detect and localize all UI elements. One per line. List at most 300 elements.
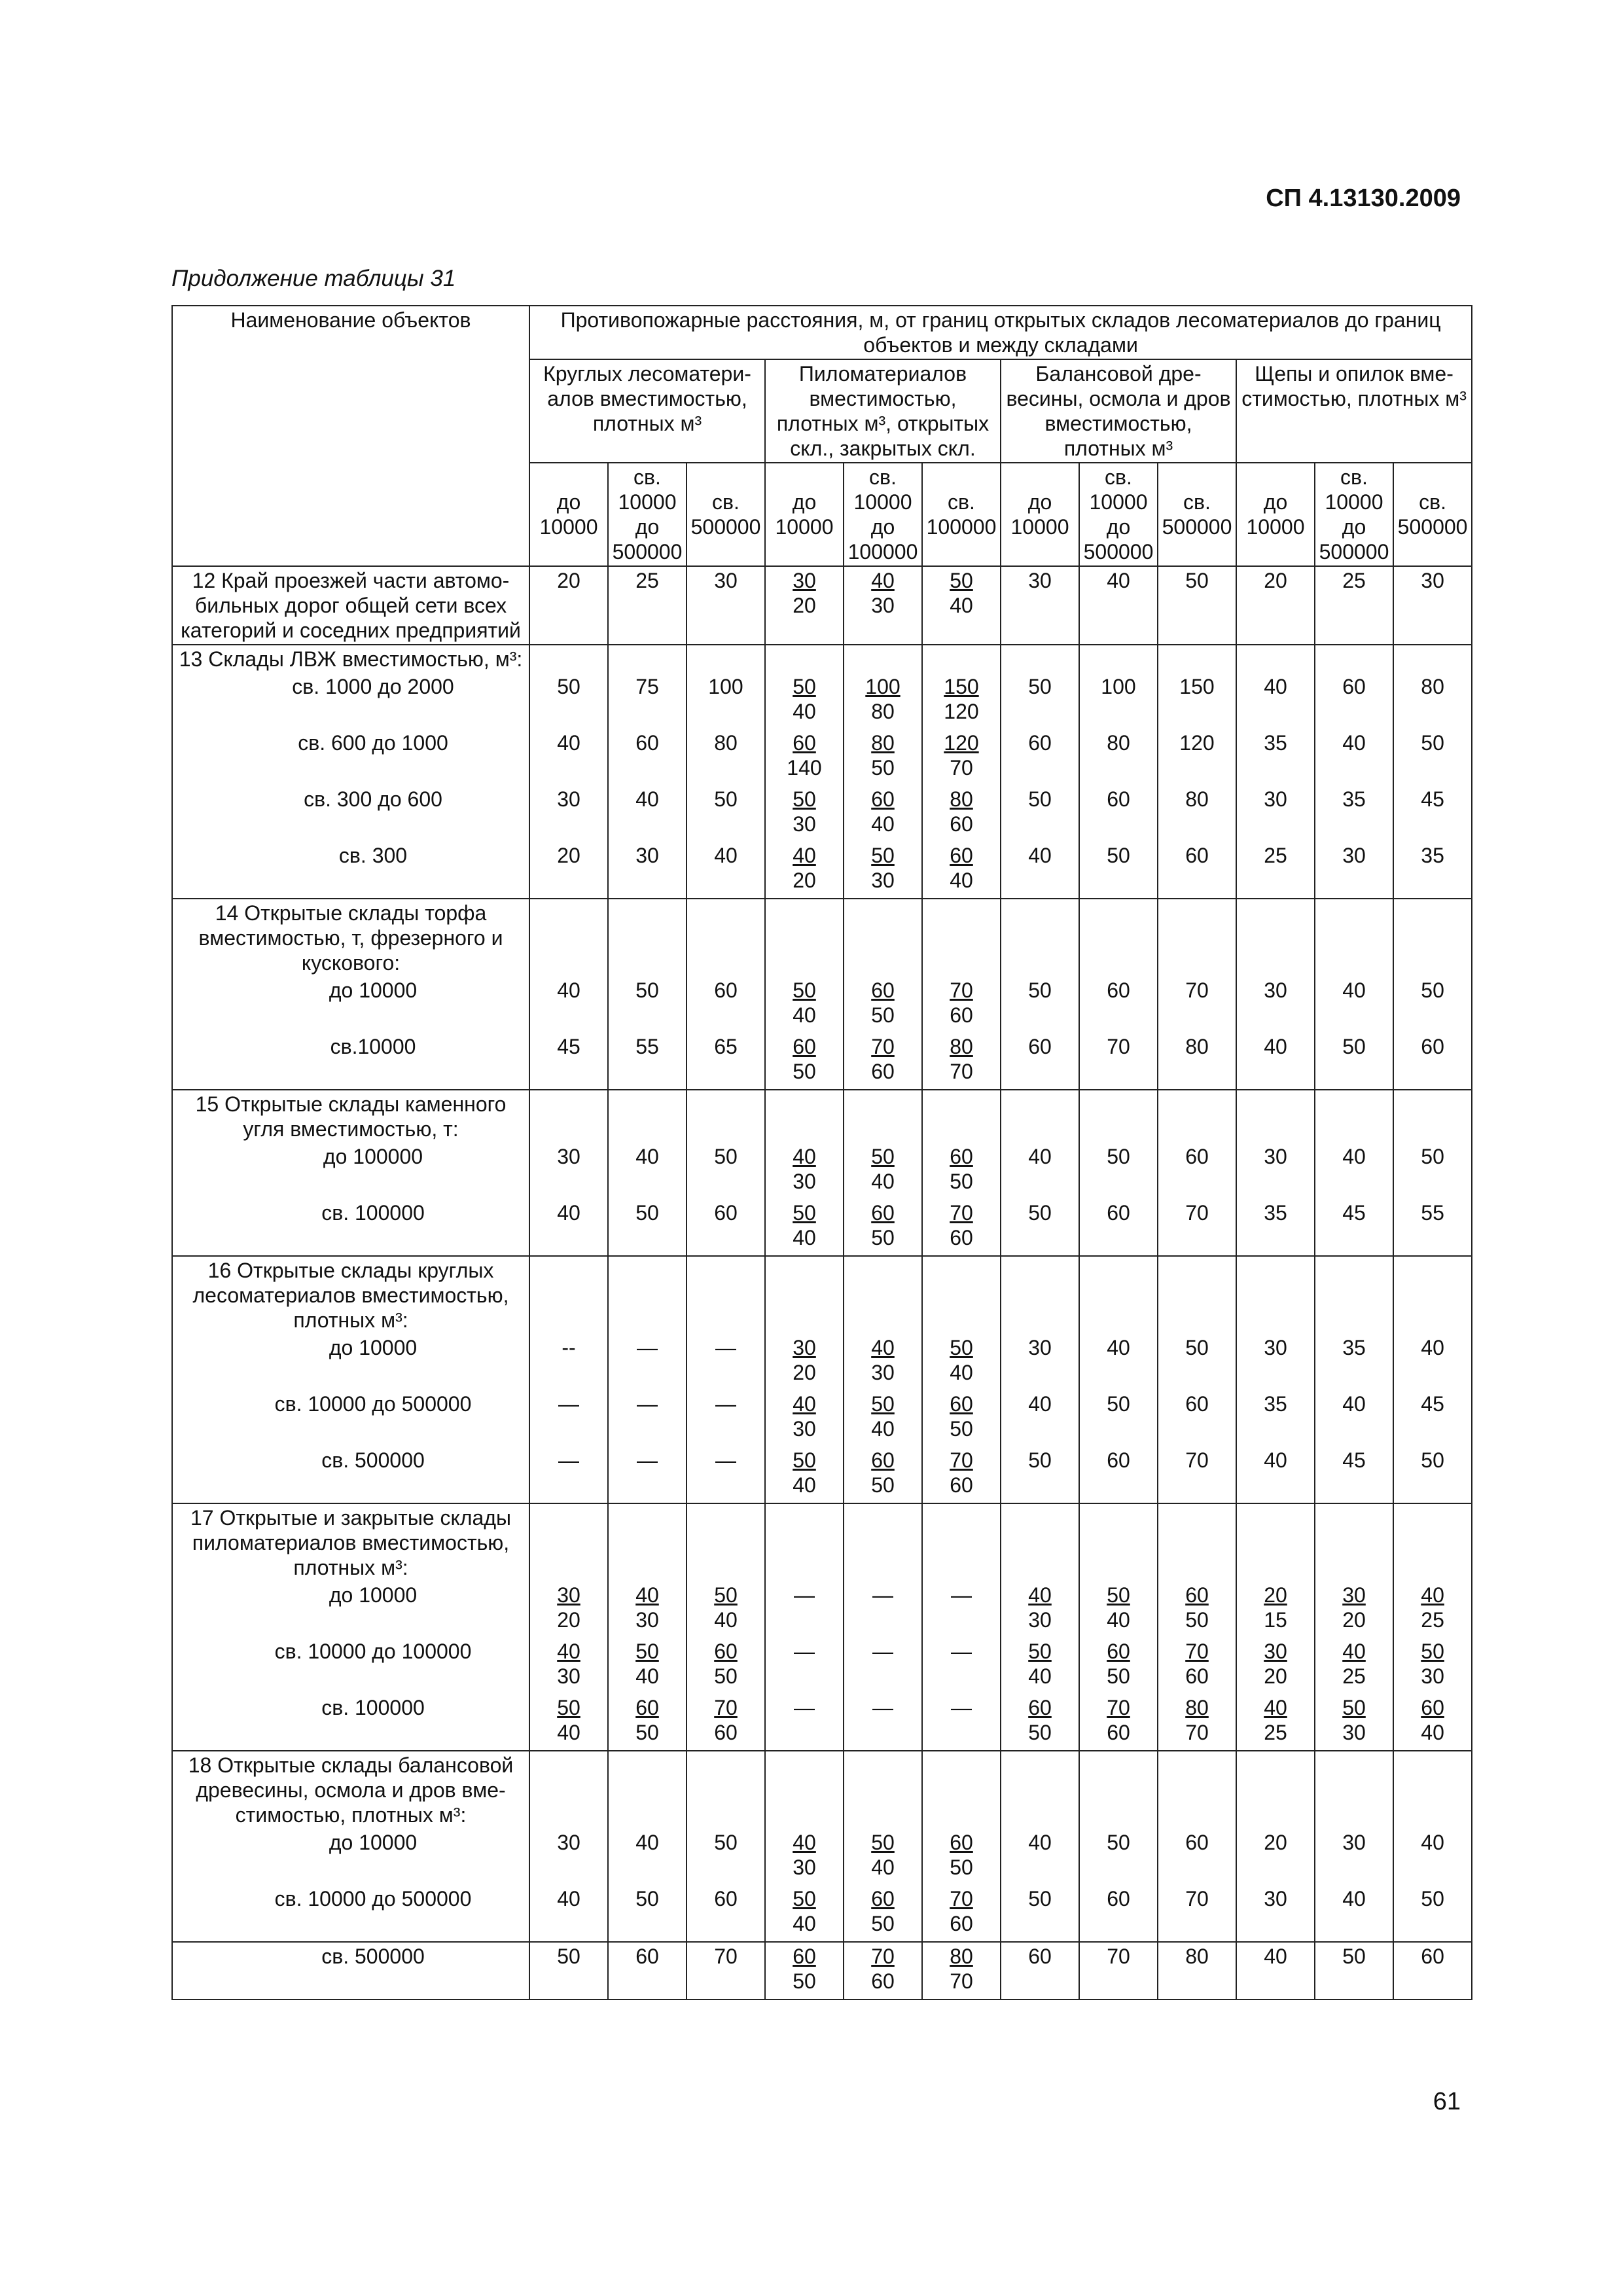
empty-cell bbox=[922, 1751, 1001, 1829]
value-cell bbox=[844, 1199, 922, 1256]
open-storage-value: 60 bbox=[1107, 1640, 1130, 1663]
empty-cell bbox=[1393, 1256, 1472, 1334]
empty-cell bbox=[1001, 1751, 1079, 1829]
closed-storage-value: 40 bbox=[950, 869, 973, 892]
group-title-row bbox=[172, 1256, 1472, 1334]
fraction-value bbox=[793, 1944, 816, 1994]
row-label: св. 10000 до 500000 bbox=[172, 1885, 529, 1942]
value-cell: — bbox=[922, 1581, 1001, 1638]
row-label: св. 10000 до 100000 bbox=[172, 1638, 529, 1694]
closed-storage-value: 20 bbox=[793, 869, 816, 892]
value-cell: 35 bbox=[1236, 1390, 1315, 1446]
value-cell: 60 bbox=[1393, 1942, 1472, 2000]
closed-storage-value: 50 bbox=[1185, 1608, 1209, 1632]
value-cell: 20 bbox=[1236, 566, 1315, 645]
empty-cell bbox=[765, 1256, 844, 1334]
fraction-value bbox=[714, 1695, 738, 1745]
value-cell: 60 bbox=[687, 1199, 765, 1256]
value-cell bbox=[1001, 1694, 1079, 1751]
fraction-value bbox=[865, 674, 900, 724]
value-cell: — bbox=[844, 1581, 922, 1638]
value-cell: 60 bbox=[1001, 1033, 1079, 1090]
value-cell: 45 bbox=[529, 1033, 608, 1090]
value-cell bbox=[922, 1885, 1001, 1942]
value-cell bbox=[844, 1143, 922, 1199]
fraction-value bbox=[793, 1830, 816, 1880]
open-storage-value: 100 bbox=[865, 675, 901, 698]
closed-storage-value: 25 bbox=[1342, 1664, 1366, 1688]
value-cell: 20 bbox=[1236, 1829, 1315, 1885]
value-cell: 20 bbox=[529, 566, 608, 645]
fraction-value bbox=[950, 1335, 973, 1385]
open-storage-value: 60 bbox=[950, 844, 973, 867]
value-cell bbox=[765, 1829, 844, 1885]
table-body bbox=[172, 566, 1472, 2000]
table-row bbox=[172, 785, 1472, 842]
closed-storage-value: 30 bbox=[1421, 1664, 1444, 1688]
value-cell: 30 bbox=[608, 842, 687, 899]
fraction-value bbox=[950, 787, 973, 836]
value-cell: 40 bbox=[529, 1199, 608, 1256]
open-storage-value: 60 bbox=[950, 1831, 973, 1854]
value-cell bbox=[922, 1942, 1001, 2000]
empty-cell bbox=[1158, 1751, 1236, 1829]
fraction-value bbox=[1342, 1583, 1366, 1632]
open-storage-value: 60 bbox=[1028, 1696, 1052, 1719]
open-storage-value: 50 bbox=[793, 675, 816, 698]
row-label: св. 100000 bbox=[172, 1694, 529, 1751]
value-cell bbox=[922, 673, 1001, 729]
value-cell bbox=[1393, 1581, 1472, 1638]
empty-cell bbox=[1236, 1090, 1315, 1143]
row-label: 12 Край проезжей части автомо-бильных дорог общей сети всех категорий и соседних предприятий bbox=[172, 566, 529, 645]
closed-storage-value: 50 bbox=[950, 1417, 973, 1441]
open-storage-value: 60 bbox=[950, 1392, 973, 1416]
open-storage-value: 40 bbox=[557, 1640, 580, 1663]
subcolumn-header: св. 10000 до 500000 bbox=[608, 463, 687, 566]
empty-cell bbox=[1001, 1090, 1079, 1143]
value-cell: — bbox=[529, 1446, 608, 1503]
fraction-value bbox=[944, 730, 978, 780]
open-storage-value: 70 bbox=[1185, 1640, 1209, 1663]
open-storage-value: 30 bbox=[1264, 1640, 1287, 1663]
empty-cell bbox=[1393, 1503, 1472, 1581]
closed-storage-value: 70 bbox=[950, 1060, 973, 1083]
subcolumn-header: св. 500000 bbox=[687, 463, 765, 566]
value-cell: 40 bbox=[1393, 1334, 1472, 1390]
group-title: 15 Открытые склады каменного угля вместимостью, т: bbox=[172, 1090, 529, 1143]
value-cell: 40 bbox=[1079, 1334, 1158, 1390]
open-storage-value: 70 bbox=[871, 1945, 895, 1968]
value-cell: 50 bbox=[687, 1829, 765, 1885]
value-cell bbox=[1315, 1694, 1393, 1751]
table-row bbox=[172, 1033, 1472, 1090]
value-cell: 40 bbox=[529, 977, 608, 1033]
closed-storage-value: 20 bbox=[557, 1608, 580, 1632]
value-cell bbox=[1158, 1694, 1236, 1751]
subcolumn-header: св. 100000 bbox=[922, 463, 1001, 566]
empty-cell bbox=[529, 645, 608, 673]
fraction-value bbox=[787, 730, 821, 780]
value-cell bbox=[1001, 1638, 1079, 1694]
empty-cell bbox=[844, 1751, 922, 1829]
open-storage-value: 60 bbox=[871, 978, 895, 1002]
closed-storage-value: 60 bbox=[950, 1003, 973, 1027]
fraction-value bbox=[1264, 1583, 1287, 1632]
open-storage-value: 70 bbox=[950, 1201, 973, 1225]
closed-storage-value: 40 bbox=[557, 1721, 580, 1744]
value-cell: 60 bbox=[608, 1942, 687, 2000]
value-cell: 60 bbox=[1079, 1885, 1158, 1942]
empty-cell bbox=[1001, 1256, 1079, 1334]
closed-storage-value: 40 bbox=[871, 1170, 895, 1193]
empty-cell bbox=[608, 1090, 687, 1143]
value-cell: 45 bbox=[1315, 1446, 1393, 1503]
value-cell: 50 bbox=[1158, 1334, 1236, 1390]
table-row bbox=[172, 977, 1472, 1033]
closed-storage-value: 60 bbox=[950, 1912, 973, 1935]
closed-storage-value: 50 bbox=[871, 756, 895, 780]
empty-cell bbox=[922, 1503, 1001, 1581]
fraction-value bbox=[944, 674, 978, 724]
value-cell: 40 bbox=[1315, 1390, 1393, 1446]
fraction-value bbox=[950, 1886, 973, 1936]
value-cell: 40 bbox=[608, 1143, 687, 1199]
closed-storage-value: 50 bbox=[635, 1721, 659, 1744]
empty-cell bbox=[608, 645, 687, 673]
empty-cell bbox=[1079, 1256, 1158, 1334]
value-cell: 80 bbox=[1158, 1033, 1236, 1090]
value-cell: 35 bbox=[1315, 1334, 1393, 1390]
value-cell: 70 bbox=[1079, 1942, 1158, 2000]
closed-storage-value: 70 bbox=[950, 1969, 973, 1993]
empty-cell bbox=[608, 1751, 687, 1829]
closed-storage-value: 40 bbox=[871, 1856, 895, 1879]
value-cell: — bbox=[844, 1638, 922, 1694]
open-storage-value: 40 bbox=[871, 1336, 895, 1359]
closed-storage-value: 20 bbox=[1264, 1664, 1287, 1688]
closed-storage-value: 70 bbox=[950, 756, 973, 780]
empty-cell bbox=[1236, 899, 1315, 977]
open-storage-value: 50 bbox=[950, 569, 973, 592]
value-cell: 55 bbox=[1393, 1199, 1472, 1256]
row-label: св. 500000 bbox=[172, 1942, 529, 2000]
closed-storage-value: 40 bbox=[793, 1473, 816, 1497]
group-header-balance-wood: Балансовой дре-весины, осмола и дров вместимостью, плотных м³ bbox=[1001, 359, 1236, 463]
value-cell: 50 bbox=[1001, 1885, 1079, 1942]
value-cell bbox=[1158, 1581, 1236, 1638]
empty-cell bbox=[529, 899, 608, 977]
value-cell: 60 bbox=[1079, 785, 1158, 842]
open-storage-value: 70 bbox=[950, 1448, 973, 1472]
fraction-value bbox=[950, 1391, 973, 1441]
open-storage-value: 60 bbox=[714, 1640, 738, 1663]
fraction-value bbox=[1185, 1639, 1209, 1689]
fraction-value bbox=[793, 843, 816, 893]
fraction-value bbox=[871, 1335, 895, 1385]
value-cell: 50 bbox=[1079, 1390, 1158, 1446]
value-cell: 50 bbox=[1001, 785, 1079, 842]
open-storage-value: 50 bbox=[557, 1696, 580, 1719]
empty-cell bbox=[1315, 645, 1393, 673]
closed-storage-value: 40 bbox=[793, 1912, 816, 1935]
value-cell bbox=[844, 1942, 922, 2000]
value-cell: 30 bbox=[1236, 1143, 1315, 1199]
open-storage-value: 70 bbox=[871, 1035, 895, 1058]
value-cell: 35 bbox=[1236, 729, 1315, 785]
value-cell bbox=[844, 977, 922, 1033]
value-cell: 55 bbox=[608, 1033, 687, 1090]
fraction-value bbox=[635, 1583, 659, 1632]
open-storage-value: 60 bbox=[950, 1145, 973, 1168]
empty-cell bbox=[1001, 645, 1079, 673]
fraction-value bbox=[871, 978, 895, 1028]
value-cell bbox=[1001, 1581, 1079, 1638]
value-cell: 70 bbox=[687, 1942, 765, 2000]
page-number: 61 bbox=[1433, 2088, 1461, 2115]
value-cell: — bbox=[765, 1638, 844, 1694]
value-cell: 50 bbox=[1393, 977, 1472, 1033]
value-cell: 65 bbox=[687, 1033, 765, 1090]
row-label: до 10000 bbox=[172, 1581, 529, 1638]
value-cell bbox=[844, 673, 922, 729]
closed-storage-value: 30 bbox=[557, 1664, 580, 1688]
value-cell: 40 bbox=[608, 785, 687, 842]
value-cell bbox=[608, 1694, 687, 1751]
value-cell bbox=[687, 1638, 765, 1694]
closed-storage-value: 40 bbox=[635, 1664, 659, 1688]
closed-storage-value: 30 bbox=[871, 594, 895, 617]
value-cell bbox=[765, 729, 844, 785]
value-cell: 100 bbox=[1079, 673, 1158, 729]
empty-cell bbox=[1079, 899, 1158, 977]
value-cell: 50 bbox=[1393, 1143, 1472, 1199]
fraction-value bbox=[793, 1034, 816, 1084]
value-cell bbox=[1315, 1638, 1393, 1694]
value-cell: 60 bbox=[1315, 673, 1393, 729]
closed-storage-value: 50 bbox=[1028, 1721, 1052, 1744]
value-cell: 50 bbox=[1393, 729, 1472, 785]
empty-cell bbox=[765, 1503, 844, 1581]
subcolumn-header: до 10000 bbox=[529, 463, 608, 566]
closed-storage-value: 20 bbox=[793, 1361, 816, 1384]
table-caption: Придолжение таблицы 31 bbox=[171, 266, 456, 291]
open-storage-value: 80 bbox=[950, 787, 973, 811]
fraction-value bbox=[871, 1034, 895, 1084]
closed-storage-value: 40 bbox=[793, 1226, 816, 1249]
group-title: 17 Открытые и закрытые склады пиломатериалов вместимостью, плотных м³: bbox=[172, 1503, 529, 1581]
closed-storage-value: 50 bbox=[714, 1664, 738, 1688]
closed-storage-value: 40 bbox=[1107, 1608, 1130, 1632]
group-title: 16 Открытые склады круглых лесоматериалов вместимостью, плотных м³: bbox=[172, 1256, 529, 1334]
row-label: св. 300 до 600 bbox=[172, 785, 529, 842]
fraction-value bbox=[871, 1448, 895, 1498]
value-cell: 50 bbox=[1001, 977, 1079, 1033]
closed-storage-value: 40 bbox=[714, 1608, 738, 1632]
value-cell: — bbox=[922, 1638, 1001, 1694]
open-storage-value: 80 bbox=[871, 731, 895, 755]
value-cell: 70 bbox=[1158, 1885, 1236, 1942]
value-cell: 40 bbox=[1315, 977, 1393, 1033]
value-cell: 60 bbox=[1158, 842, 1236, 899]
fraction-value bbox=[871, 787, 895, 836]
closed-storage-value: 40 bbox=[793, 700, 816, 723]
open-storage-value: 50 bbox=[793, 1887, 816, 1910]
value-cell: 50 bbox=[1158, 566, 1236, 645]
fraction-value bbox=[793, 674, 816, 724]
fraction-value bbox=[793, 1448, 816, 1498]
value-cell bbox=[529, 1638, 608, 1694]
fraction-value bbox=[1342, 1639, 1366, 1689]
value-cell bbox=[765, 1390, 844, 1446]
value-cell: -- bbox=[529, 1334, 608, 1390]
open-storage-value: 30 bbox=[557, 1583, 580, 1607]
empty-cell bbox=[1315, 1503, 1393, 1581]
value-cell: 60 bbox=[687, 977, 765, 1033]
value-cell: 60 bbox=[1158, 1829, 1236, 1885]
fraction-value bbox=[793, 1335, 816, 1385]
open-storage-value: 120 bbox=[944, 731, 979, 755]
value-cell bbox=[922, 566, 1001, 645]
value-cell bbox=[844, 785, 922, 842]
closed-storage-value: 120 bbox=[944, 700, 979, 723]
empty-cell bbox=[1158, 899, 1236, 977]
value-cell bbox=[1236, 1694, 1315, 1751]
value-cell: 50 bbox=[1079, 842, 1158, 899]
fraction-value bbox=[871, 1830, 895, 1880]
value-cell bbox=[922, 842, 1001, 899]
value-cell: 60 bbox=[1079, 1446, 1158, 1503]
open-storage-value: 60 bbox=[1185, 1583, 1209, 1607]
value-cell: 40 bbox=[1236, 673, 1315, 729]
fraction-value bbox=[557, 1639, 580, 1689]
value-cell: 100 bbox=[687, 673, 765, 729]
group-header-round-timber: Круглых лесоматери-алов вместимостью, плотных м³ bbox=[529, 359, 765, 463]
value-cell: 35 bbox=[1236, 1199, 1315, 1256]
value-cell: — bbox=[765, 1694, 844, 1751]
open-storage-value: 60 bbox=[793, 1945, 816, 1968]
value-cell bbox=[922, 729, 1001, 785]
empty-cell bbox=[1393, 645, 1472, 673]
value-cell: 40 bbox=[1001, 1829, 1079, 1885]
value-cell: 75 bbox=[608, 673, 687, 729]
value-cell: 150 bbox=[1158, 673, 1236, 729]
value-cell: 70 bbox=[1158, 977, 1236, 1033]
empty-cell bbox=[1079, 1751, 1158, 1829]
value-cell: 40 bbox=[1393, 1829, 1472, 1885]
open-storage-value: 40 bbox=[1421, 1583, 1444, 1607]
fraction-value bbox=[871, 843, 895, 893]
value-cell bbox=[1315, 1581, 1393, 1638]
value-cell: 80 bbox=[1393, 673, 1472, 729]
open-storage-value: 60 bbox=[793, 1035, 816, 1058]
fraction-value bbox=[793, 1886, 816, 1936]
subcolumn-header: до 10000 bbox=[765, 463, 844, 566]
open-storage-value: 40 bbox=[793, 844, 816, 867]
open-storage-value: 50 bbox=[1342, 1696, 1366, 1719]
empty-cell bbox=[1236, 1503, 1315, 1581]
empty-cell bbox=[1001, 899, 1079, 977]
value-cell bbox=[922, 1199, 1001, 1256]
closed-storage-value: 40 bbox=[950, 594, 973, 617]
open-storage-value: 70 bbox=[1107, 1696, 1130, 1719]
open-storage-value: 60 bbox=[1421, 1696, 1444, 1719]
fraction-value bbox=[871, 568, 895, 618]
table-row bbox=[172, 1334, 1472, 1390]
closed-storage-value: 60 bbox=[1185, 1664, 1209, 1688]
closed-storage-value: 50 bbox=[950, 1170, 973, 1193]
value-cell: 30 bbox=[1001, 1334, 1079, 1390]
empty-cell bbox=[765, 645, 844, 673]
fraction-value bbox=[950, 1200, 973, 1250]
empty-cell bbox=[687, 1256, 765, 1334]
table-row bbox=[172, 1143, 1472, 1199]
empty-cell bbox=[922, 1256, 1001, 1334]
group-title-row bbox=[172, 645, 1472, 673]
value-cell: 80 bbox=[687, 729, 765, 785]
empty-cell bbox=[1158, 1503, 1236, 1581]
closed-storage-value: 60 bbox=[714, 1721, 738, 1744]
table-row bbox=[172, 842, 1472, 899]
value-cell bbox=[1158, 1638, 1236, 1694]
empty-cell bbox=[1158, 645, 1236, 673]
open-storage-value: 50 bbox=[793, 978, 816, 1002]
table-row bbox=[172, 1581, 1472, 1638]
empty-cell bbox=[1079, 1090, 1158, 1143]
value-cell bbox=[687, 1581, 765, 1638]
open-storage-value: 50 bbox=[714, 1583, 738, 1607]
value-cell: 50 bbox=[529, 1942, 608, 2000]
open-storage-value: 50 bbox=[871, 1145, 895, 1168]
value-cell bbox=[922, 1390, 1001, 1446]
value-cell bbox=[765, 1199, 844, 1256]
closed-storage-value: 50 bbox=[1107, 1664, 1130, 1688]
value-cell: 60 bbox=[608, 729, 687, 785]
open-storage-value: 80 bbox=[1185, 1696, 1209, 1719]
value-cell: 40 bbox=[1236, 1033, 1315, 1090]
fraction-value bbox=[1421, 1639, 1444, 1689]
value-cell bbox=[844, 1829, 922, 1885]
open-storage-value: 50 bbox=[635, 1640, 659, 1663]
value-cell: 40 bbox=[1001, 842, 1079, 899]
closed-storage-value: 60 bbox=[950, 1473, 973, 1497]
value-cell: 20 bbox=[529, 842, 608, 899]
group-title: 13 Склады ЛВЖ вместимостью, м³: bbox=[172, 645, 529, 673]
empty-cell bbox=[687, 899, 765, 977]
row-label: св. 500000 bbox=[172, 1446, 529, 1503]
row-label: св.10000 bbox=[172, 1033, 529, 1090]
value-cell: 50 bbox=[1393, 1446, 1472, 1503]
value-cell bbox=[922, 1033, 1001, 1090]
fraction-value bbox=[871, 1144, 895, 1194]
empty-cell bbox=[1315, 1090, 1393, 1143]
table-row bbox=[172, 566, 1472, 645]
document-code: СП 4.13130.2009 bbox=[1266, 185, 1461, 212]
closed-storage-value: 25 bbox=[1421, 1608, 1444, 1632]
closed-storage-value: 50 bbox=[793, 1969, 816, 1993]
value-cell: 30 bbox=[1315, 842, 1393, 899]
fraction-value bbox=[714, 1639, 738, 1689]
empty-cell bbox=[1315, 1256, 1393, 1334]
value-cell: — bbox=[687, 1390, 765, 1446]
value-cell bbox=[608, 1581, 687, 1638]
empty-cell bbox=[922, 899, 1001, 977]
group-title-row bbox=[172, 1751, 1472, 1829]
value-cell: 30 bbox=[1315, 1829, 1393, 1885]
group-title: 18 Открытые склады балансовой древесины, осмола и дров вме-стимостью, плотных м³: bbox=[172, 1751, 529, 1829]
value-cell bbox=[1079, 1638, 1158, 1694]
value-cell bbox=[765, 1446, 844, 1503]
